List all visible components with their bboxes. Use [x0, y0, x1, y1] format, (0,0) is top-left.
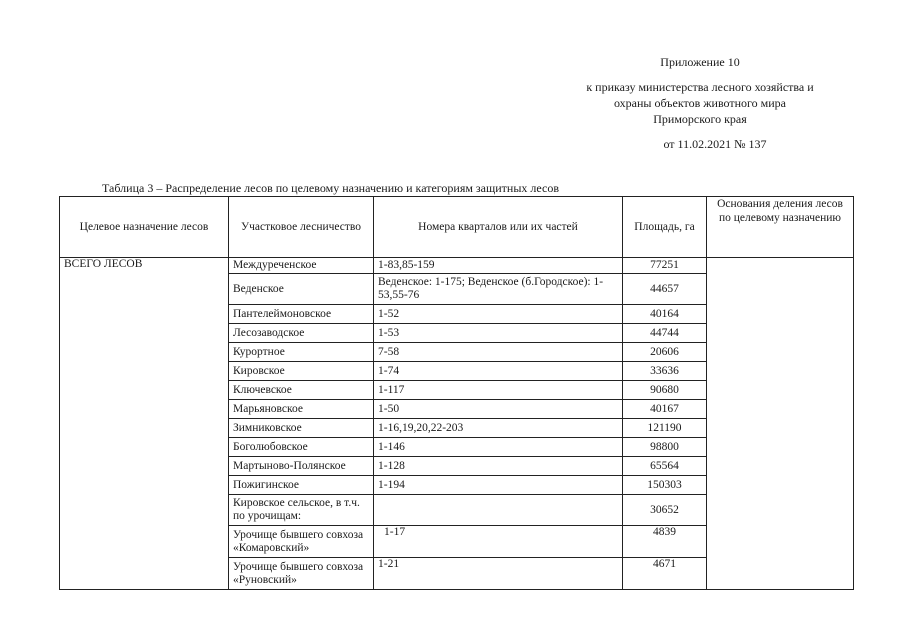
cell-forestry: Пожигинское — [229, 476, 374, 495]
cell-quarters: Веденское: 1-175; Веденское (б.Городское): 1-53,55-76 — [374, 274, 623, 305]
cell-area: 90680 — [623, 381, 707, 400]
cell-forestry: Зимниковское — [229, 419, 374, 438]
cell-area: 40167 — [623, 400, 707, 419]
cell-quarters: 7-58 — [374, 343, 623, 362]
cell-quarters: 1-21 — [374, 558, 623, 590]
forest-distribution-table — [59, 196, 854, 590]
cell-area: 65564 — [623, 457, 707, 476]
cell-quarters — [374, 495, 623, 526]
cell-quarters: 1-128 — [374, 457, 623, 476]
table-caption: Таблица 3 – Распределение лесов по целевому назначению и категориям защитных лесов — [102, 181, 559, 195]
cell-quarters: 1-50 — [374, 400, 623, 419]
cell-area: 44657 — [623, 274, 707, 305]
header-purpose: Целевое назначение лесов — [60, 197, 229, 258]
cell-quarters: 1-17 — [374, 526, 623, 558]
appendix-title: Приложение 10 — [660, 55, 740, 69]
cell-area: 150303 — [623, 476, 707, 495]
cell-forestry: Веденское — [229, 274, 374, 305]
cell-area: 4671 — [623, 558, 707, 590]
cell-quarters: 1-146 — [374, 438, 623, 457]
group-label: ВСЕГО ЛЕСОВ — [60, 258, 229, 590]
cell-area: 121190 — [623, 419, 707, 438]
order-line-3: Приморского края — [653, 112, 747, 126]
cell-quarters: 1-16,19,20,22-203 — [374, 419, 623, 438]
basis-cell — [707, 258, 854, 590]
cell-area: 4839 — [623, 526, 707, 558]
cell-quarters: 1-83,85-159 — [374, 258, 623, 274]
order-date: от 11.02.2021 № 137 — [663, 137, 767, 151]
cell-forestry: Боголюбовское — [229, 438, 374, 457]
header-forestry: Участковое лесничество — [229, 197, 374, 258]
order-line-1: к приказу министерства лесного хозяйства и — [586, 80, 814, 94]
cell-forestry: Урочище бывшего совхоза «Комаровский» — [229, 526, 374, 558]
cell-area: 33636 — [623, 362, 707, 381]
cell-forestry: Кировское сельское, в т.ч. по урочищам: — [229, 495, 374, 526]
header-quarters: Номера кварталов или их частей — [374, 197, 623, 258]
cell-forestry: Лесозаводское — [229, 324, 374, 343]
header-area: Площадь, га — [623, 197, 707, 258]
cell-quarters: 1-52 — [374, 305, 623, 324]
order-line-2: охраны объектов животного мира — [613, 96, 787, 110]
cell-area: 44744 — [623, 324, 707, 343]
cell-forestry: Пантелеймоновское — [229, 305, 374, 324]
cell-forestry: Ключевское — [229, 381, 374, 400]
cell-area: 40164 — [623, 305, 707, 324]
cell-area: 20606 — [623, 343, 707, 362]
cell-area: 77251 — [623, 258, 707, 274]
cell-area: 98800 — [623, 438, 707, 457]
cell-forestry: Мартыново-Полянское — [229, 457, 374, 476]
cell-forestry: Кировское — [229, 362, 374, 381]
cell-area: 30652 — [623, 495, 707, 526]
cell-quarters: 1-74 — [374, 362, 623, 381]
cell-forestry: Междуреченское — [229, 258, 374, 274]
header-basis: Основания деления лесов по целевому назначению — [707, 197, 854, 258]
cell-forestry: Марьяновское — [229, 400, 374, 419]
cell-quarters: 1-194 — [374, 476, 623, 495]
cell-forestry: Урочище бывшего совхоза «Руновский» — [229, 558, 374, 590]
cell-forestry: Курортное — [229, 343, 374, 362]
cell-quarters: 1-117 — [374, 381, 623, 400]
cell-quarters: 1-53 — [374, 324, 623, 343]
